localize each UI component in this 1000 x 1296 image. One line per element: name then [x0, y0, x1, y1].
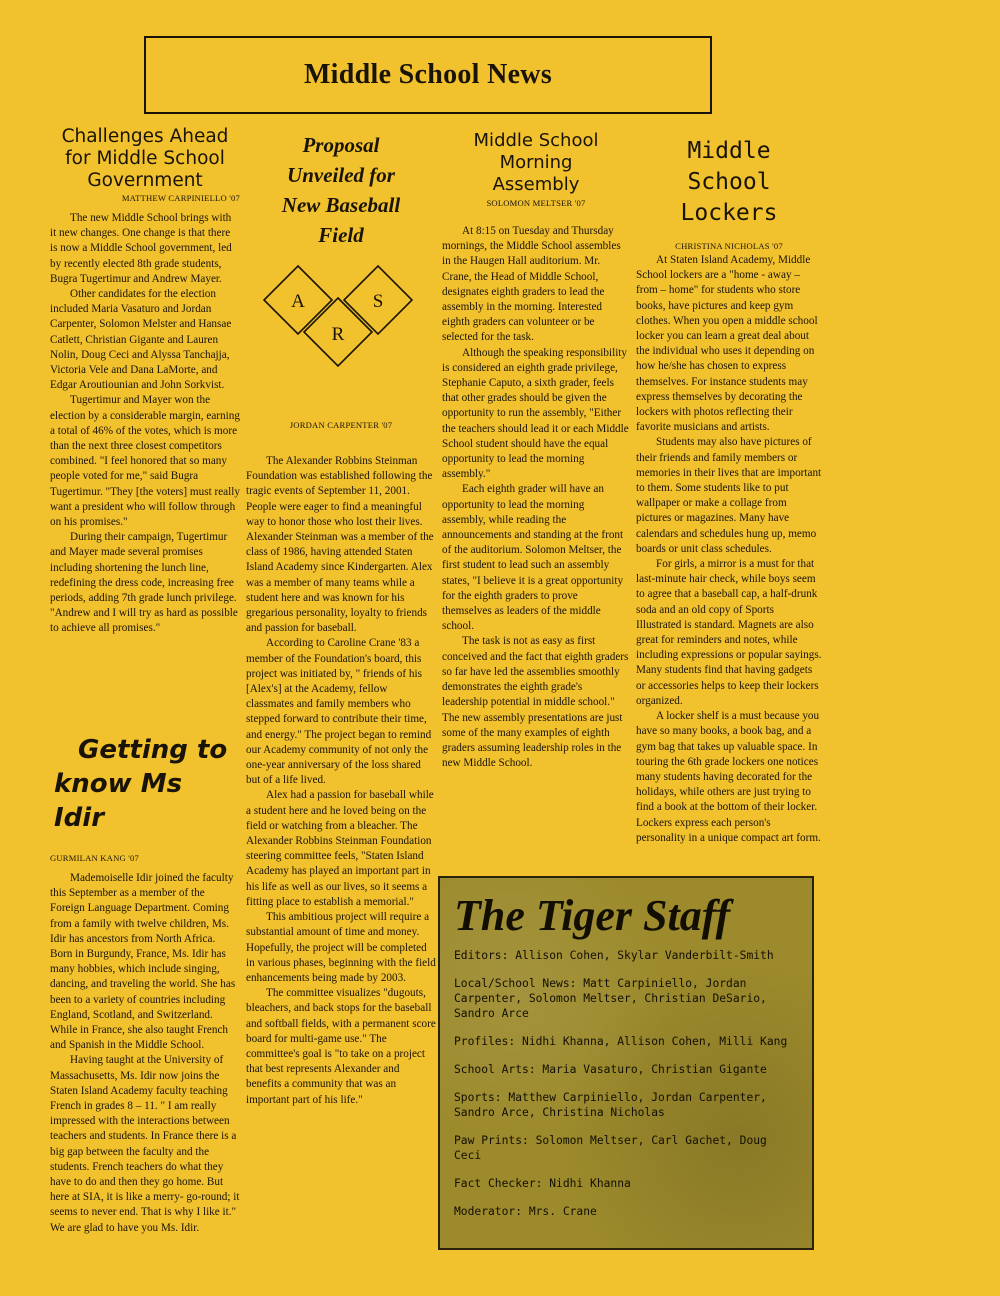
article-headline — [442, 130, 630, 196]
paragraph: A locker shelf is a must because you have so many books, a book bag, and a gym bag that takes up valuable space. In touring the 6th grade lockers one notices many students having decorated for the holidays, while others are just trying to find a book at the bottom of their locker. Lockers express each person's personality in a unique compact art form. — [636, 710, 821, 844]
article-government — [50, 126, 240, 637]
staff-row: Editors: Allison Cohen, Skylar Vanderbilt-Smith — [454, 949, 774, 962]
paragraph: The new Middle School brings with it new changes. One change is that there is now a Middle School government, led by recently elected 8th grade students, Bugra Tugertimur and Andrew Mayer. — [50, 212, 232, 285]
article-lockers — [636, 136, 822, 846]
paragraph: Other candidates for the election included Maria Vasaturo and Jordan Carpenter, Solomon Melster and Hansae Catlett, Christian Gigante and Lauren Nolin, Doug Ceci and Alyssa Tanchajja, Victoria Vele and Dana LaMorte, and Edgar Aroutiounian and John Sorkvist. — [50, 288, 232, 392]
tiger-staff-box — [438, 876, 814, 1250]
staff-row: School Arts: Maria Vasaturo, Christian Gigante — [454, 1063, 767, 1076]
byline: CHRISTINA NICHOLAS '07 — [675, 241, 783, 251]
byline: GURMILAN KANG '07 — [50, 853, 139, 863]
headline-line: Middle School — [473, 130, 599, 151]
paragraph: Tugertimur and Mayer won the election by a considerable margin, earning a total of 46% of the votes, which is more than the next three closest competitors combined. "I feel honored that so many people voted for me," said Bugra Tugertimur. "They [the voters] must really want a president who will follow through on his promises." — [50, 394, 240, 529]
staff-title: The Tiger Staff — [454, 891, 731, 940]
logo-letter: A — [291, 291, 305, 312]
headline-line: Getting to — [78, 735, 228, 765]
masthead-box — [144, 36, 712, 114]
paragraph: Although the speaking responsibility is considered an eighth grade privilege, Stephanie Caputo, a sixth grader, feels that other grades should be given the opportunity to run the assembly, "Either the teachers should lead it or each Middle School student should have the equal opportunity to lead the morning assembly." — [442, 346, 629, 481]
paragraph: The committee visualizes "dugouts, bleachers, and back stops for the baseball and softball fields, with a permanent score board for multi-game use." The committee's goal is "to take on a project that best represents Alexander and benefits a community that was an important part of his life." — [246, 987, 436, 1106]
byline: SOLOMON MELTSER '07 — [486, 198, 586, 208]
headline-line: Field — [318, 223, 364, 247]
paragraph: Alex had a passion for baseball while a student here and he loved being on the field or watching from a bleacher. The Alexander Robbins Steinman Foundation steering committee feels, "Staten Island Academy has played an important part in his life as well as our lives, so it seems a fitting place to establish a memorial." — [246, 789, 434, 908]
staff-row: Local/School News: Matt Carpiniello, Jordan Carpenter, Solomon Meltser, Christian DeSario, Sandro Arce — [454, 977, 767, 1020]
headline-line: Lockers — [680, 200, 778, 226]
paragraph: The task is not as easy as first conceived and the fact that eighth graders so far have led the assemblies smoothly demonstrates the eighth grade's leadership potential in middle school." The new assembly presentations are just some of the many examples of eighth graders assuming leadership roles in the new Middle School. — [442, 635, 629, 770]
headline-line: Challenges Ahead — [61, 126, 229, 147]
paragraph: At Staten Island Academy, Middle School lockers are a "home - away – from – home" for students who store books, have pictures and keep gym clothes. When you open a middle school locker you can learn a great deal about the individual who uses it depending on how he/she has chosen to express themselves. For instance students may express themselves by decorating the lockers with photos reflecting their favorite musicians and artists. — [636, 254, 818, 434]
headline-line: Government — [87, 170, 203, 191]
headline-line: Middle — [687, 138, 771, 164]
paragraph: Each eighth grader will have an opportunity to lead the morning assembly, while reading the announcements and standing at the front of the auditorium. Solomon Meltser, the first student to lead such an assembly states, "I believe it is a great opportunity for the eighth graders to prove themselves as leaders of the middle school. — [442, 483, 624, 633]
foundation-logo-icon — [258, 260, 428, 372]
byline: JORDAN CARPENTER '07 — [289, 420, 393, 430]
headline-line: New Baseball — [281, 193, 401, 217]
headline-line: Unveiled for — [287, 163, 395, 187]
article-ms-idir — [50, 733, 240, 1236]
article-headline — [636, 136, 822, 229]
staff-row: Sports: Matthew Carpiniello, Jordan Carpenter, Sandro Arce, Christina Nicholas — [454, 1091, 767, 1119]
logo-letter: R — [331, 324, 345, 345]
byline: MATTHEW CARPINIELLO '07 — [121, 193, 240, 203]
headline-line: Proposal — [302, 133, 380, 157]
headline-line: Assembly — [492, 174, 580, 195]
paragraph: The Alexander Robbins Steinman Foundation was established following the tragic events of September 11, 2001. People were eager to find a meaningful way to honor those who lost their lives. Alexander Steinman was a member of the class of 1986, having attended Staten Island Academy since Kindergarten. Alex was a member of many teams while a student here and was known for his gregarious personality, loyalty to friends and passion for baseball. — [246, 455, 434, 635]
staff-row: Moderator: Mrs. Crane — [454, 1205, 597, 1218]
paragraph: This ambitious project will require a substantial amount of time and money. Hopefully, the project will be completed in various phases, beginning with the field enhancements being made by 2003. — [246, 911, 436, 984]
paragraph: Mademoiselle Idir joined the faculty this September as a member of the Foreign Language Department. Coming from a family with twelve children, Ms. Idir has ancestors from North Africa. Born in Burgundy, France, Ms. Idir has many hobbies, which include singing, dancing, and traveling the world. She has been to a variety of countries including England, Scotland, and Switzerland. While in France, she also taught French and Spanish in the Middle School. — [50, 872, 236, 1052]
headline-line: know Ms Idir — [54, 769, 183, 833]
paragraph: For girls, a mirror is a must for that last-minute hair check, while boys seem to agree that a baseball cap, a half-drunk soda and an old copy of Sports Illustrated is standard. Magnets are also great for reminders and notes, while including expressions or popular sayings. Many students find that having gadgets or accessories helps to keep their lockers organized. — [636, 558, 822, 707]
staff-row: Fact Checker: Nidhi Khanna — [454, 1177, 631, 1190]
headline-line: School — [687, 169, 771, 195]
masthead-title: Middle School News — [303, 59, 553, 90]
staff-row: Paw Prints: Solomon Meltser, Carl Gachet, Doug Ceci — [454, 1134, 767, 1162]
paragraph: Students may also have pictures of their friends and family members or memories in their lives that are important to them. Some students like to put wallpaper or make a collage from pictures or magazines. Many have calendars and schedules hung up, memo boards or unit class schedules. — [636, 436, 822, 555]
paragraph: Having taught at the University of Massachusetts, Ms. Idir now joins the Staten Island Academy faculty teaching French in grades 8 – 11. " I am really impressed with the interactions between teachers and students. In France there is a big gap between the faculty and the students. French teachers do what they have to do and then they go home. But here at SIA, it is like a merry- go-round; it seems to never end. That is why I like it." We are glad to have you Ms. Idir. — [50, 1054, 240, 1234]
logo-letter: S — [372, 291, 384, 312]
paragraph: According to Caroline Crane '83 a member of the Foundation's board, this project was initiated by, " friends of his [Alex's] at the Academy, fellow classmates and family members who stepped forward to contribute their time, and energy." The project began to remind our Academy community of not only the one-year anniversary of the loss shared but of a life lived. — [246, 637, 432, 787]
staff-row: Profiles: Nidhi Khanna, Allison Cohen, Milli Kang — [454, 1035, 788, 1048]
paragraph: During their campaign, Tugertimur and Mayer made several promises including shortening the lunch line, redefining the dress code, increasing free periods, adding 7th grade lunch privilege. "Andrew and I will try as hard as possible to achieve all promises." — [50, 531, 238, 635]
article-baseball-field-body — [246, 420, 436, 1108]
article-morning-assembly — [442, 130, 630, 771]
headline-line: Morning — [499, 152, 573, 173]
headline-line: for Middle School — [65, 148, 225, 169]
article-headline — [246, 130, 436, 250]
article-headline — [50, 733, 240, 835]
article-baseball-field — [246, 130, 436, 250]
paragraph: At 8:15 on Tuesday and Thursday mornings, the Middle School assembles in the Haugen Hall auditorium. Mr. Crane, the Head of Middle School, designates eighth graders to lead the assembly in the morning. Interested eighth graders can volunteer or be selected for the task. — [442, 225, 621, 344]
article-headline — [50, 126, 240, 192]
